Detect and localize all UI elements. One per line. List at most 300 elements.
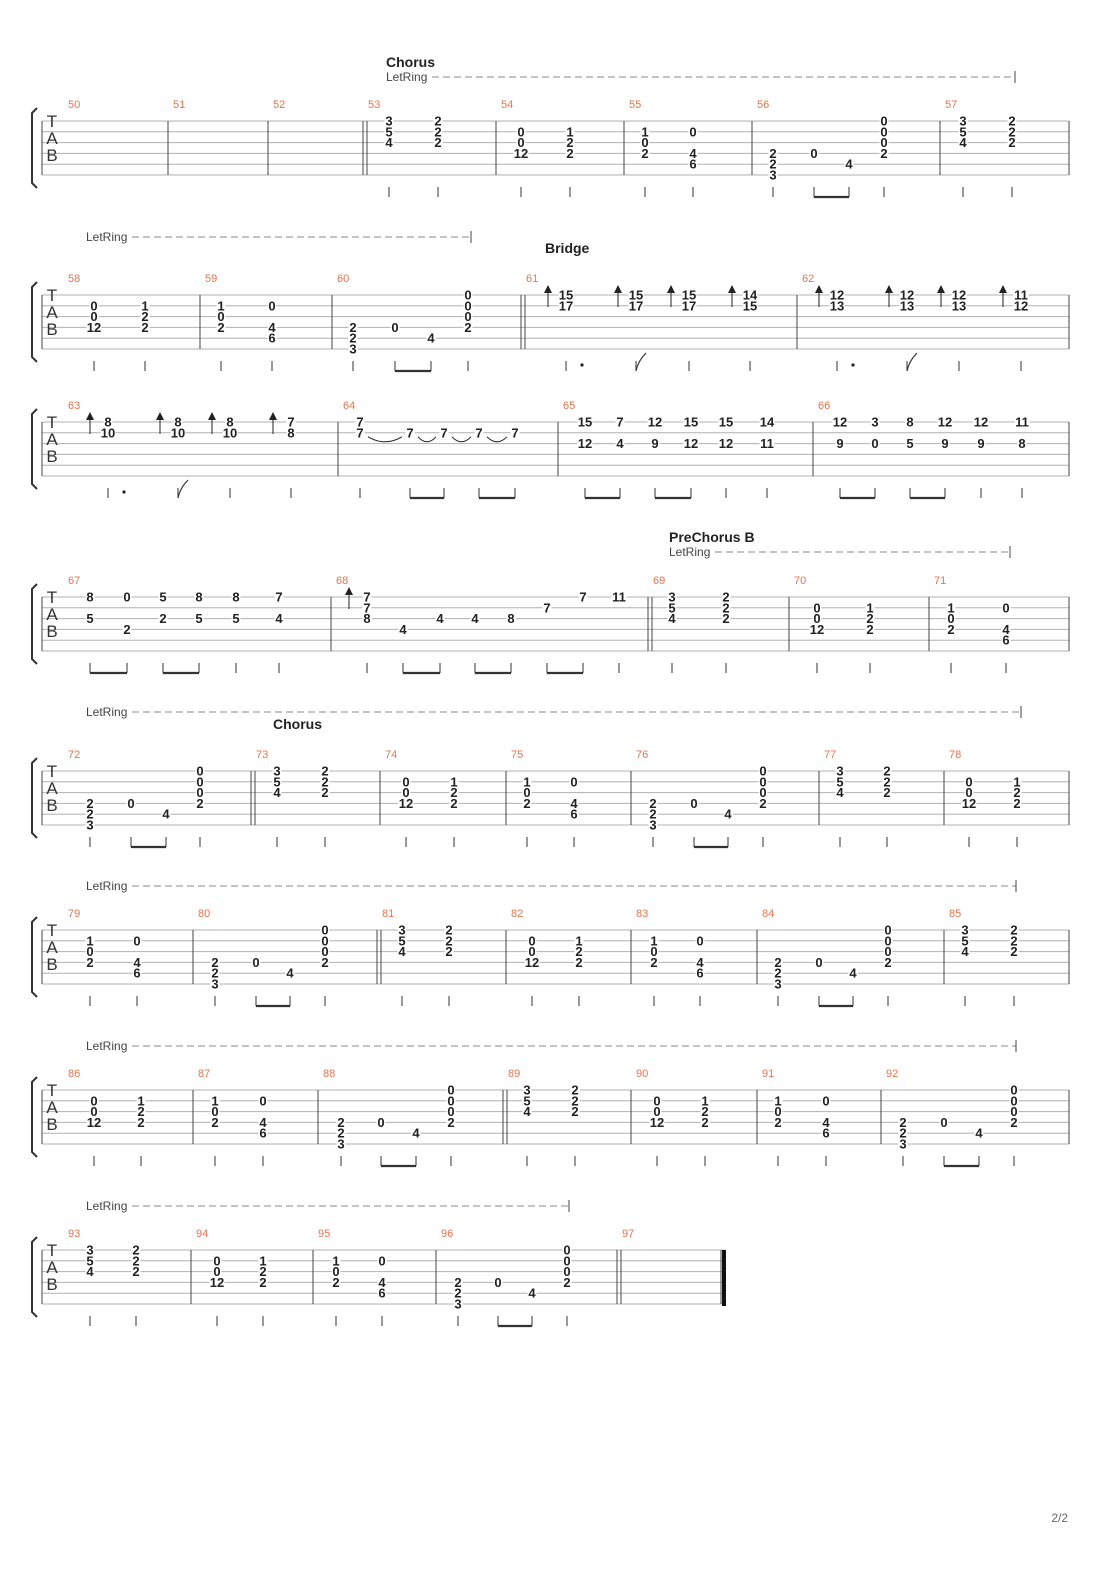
fret-number: 0 (464, 298, 472, 314)
section-label-prechorus_b: PreChorus B (669, 529, 755, 545)
fret-number: 4 (523, 1104, 531, 1120)
fret-number: 0 (759, 785, 767, 801)
fret-number: 0 (947, 611, 955, 627)
fret-number: 2 (86, 954, 94, 970)
fret-number: 2 (866, 611, 874, 627)
tab-clef-letter: T (46, 588, 58, 607)
fret-number: 0 (402, 774, 410, 790)
fret-number: 0 (563, 1264, 571, 1280)
fret-number: 0 (517, 124, 525, 140)
fret-number: 4 (399, 621, 407, 637)
tab-clef-letter: T (46, 112, 58, 131)
fret-number: 0 (259, 1093, 267, 1109)
tab-clef-letter: A (46, 1098, 58, 1117)
measure-number: 86 (68, 1068, 81, 1080)
fret-number: 0 (1010, 1093, 1018, 1109)
fret-number: 5 (195, 611, 203, 627)
fret-number: 2 (132, 1242, 140, 1258)
fret-number: 2 (332, 1274, 340, 1290)
fret-number: 4 (689, 145, 697, 161)
fret-number: 2 (1010, 1114, 1018, 1130)
fret-number: 8 (195, 589, 203, 605)
letring-label: LetRing (86, 1039, 128, 1053)
fret-number: 0 (127, 795, 135, 811)
measure-number: 76 (636, 749, 649, 761)
fret-number: 0 (650, 944, 658, 960)
fret-number: 2 (571, 1093, 579, 1109)
fret-number: 17 (628, 298, 644, 314)
fret-number: 2 (450, 785, 458, 801)
measure-number: 95 (318, 1228, 331, 1240)
measure-number: 63 (68, 400, 81, 412)
system-bracket (32, 758, 37, 838)
fret-number: 2 (454, 1285, 462, 1301)
fret-number: 2 (86, 795, 94, 811)
system-bracket (32, 1237, 37, 1317)
fret-number: 0 (1002, 600, 1010, 616)
fret-number: 0 (321, 933, 329, 949)
fret-number: 4 (275, 611, 283, 627)
fret-number: 2 (137, 1114, 145, 1130)
fret-number: 7 (356, 414, 364, 430)
fret-number: 12 (86, 319, 102, 335)
fret-number: 2 (899, 1114, 907, 1130)
fret-number: 2 (211, 1114, 219, 1130)
fret-number: 4 (398, 944, 406, 960)
fret-number: 2 (349, 330, 357, 346)
fret-number: 4 (436, 611, 444, 627)
fret-number: 6 (268, 330, 276, 346)
measure-number: 65 (563, 400, 576, 412)
fret-number: 5 (385, 124, 393, 140)
tab-clef-letter: A (46, 430, 58, 449)
measure-number: 61 (526, 273, 539, 285)
letring-label: LetRing (669, 545, 711, 559)
tab-clef-letter: T (46, 762, 58, 781)
fret-number: 12 (829, 287, 845, 303)
measure-number: 75 (511, 749, 524, 761)
section-label-chorus: Chorus (273, 716, 322, 732)
measure-number: 82 (511, 908, 524, 920)
fret-number: 2 (447, 1114, 455, 1130)
fret-number: 15 (628, 287, 644, 303)
fret-number: 6 (259, 1125, 267, 1141)
fret-number: 12 (832, 414, 848, 430)
measure-number: 66 (818, 400, 831, 412)
fret-number: 2 (450, 795, 458, 811)
fret-number: 1 (566, 124, 574, 140)
fret-number: 2 (566, 135, 574, 151)
fret-number: 2 (141, 309, 149, 325)
fret-number: 0 (813, 611, 821, 627)
measure-number: 53 (368, 99, 381, 111)
fret-number: 0 (321, 944, 329, 960)
fret-number: 5 (273, 774, 281, 790)
fret-number: 0 (563, 1253, 571, 1269)
fret-number: 9 (977, 436, 985, 452)
fret-number: 2 (259, 1264, 267, 1280)
fret-number: 4 (668, 611, 676, 627)
fret-number: 2 (701, 1114, 709, 1130)
tab-clef-letter: T (46, 286, 58, 305)
fret-number: 3 (649, 817, 657, 833)
measure-number: 59 (205, 273, 218, 285)
fret-number: 5 (159, 589, 167, 605)
fret-number: 0 (884, 933, 892, 949)
fret-number: 15 (683, 414, 699, 430)
fret-number: 0 (213, 1264, 221, 1280)
fret-number: 0 (822, 1093, 830, 1109)
fret-number: 2 (769, 145, 777, 161)
fret-number: 2 (141, 319, 149, 335)
fret-number: 2 (321, 774, 329, 790)
fret-number: 0 (689, 124, 697, 140)
fret-number: 2 (883, 774, 891, 790)
tab-clef-letter: B (46, 622, 58, 641)
staff-system (32, 584, 1069, 673)
fret-number: 0 (378, 1253, 386, 1269)
section-label-chorus: Chorus (386, 54, 435, 70)
measure-number: 85 (949, 908, 962, 920)
fret-number: 10 (170, 425, 186, 441)
fret-number: 15 (577, 414, 593, 430)
fret-number: 3 (523, 1082, 531, 1098)
fret-number: 3 (211, 976, 219, 992)
fret-number: 10 (100, 425, 116, 441)
fret-number: 8 (507, 611, 515, 627)
fret-number: 4 (273, 785, 281, 801)
rhythm-flag (178, 480, 188, 498)
fret-number: 17 (558, 298, 574, 314)
fret-number: 6 (570, 806, 578, 822)
fret-number: 2 (211, 965, 219, 981)
fret-number: 2 (321, 954, 329, 970)
fret-number: 3 (836, 763, 844, 779)
fret-number: 4 (959, 135, 967, 151)
tab-clef-letter: B (46, 447, 58, 466)
fret-number: 2 (1010, 944, 1018, 960)
fret-number: 0 (86, 944, 94, 960)
bend-arrow-icon (156, 412, 164, 420)
measure-number: 52 (273, 99, 286, 111)
fret-number: 2 (434, 124, 442, 140)
fret-number: 0 (563, 1242, 571, 1258)
fret-number: 0 (447, 1104, 455, 1120)
fret-number: 4 (471, 611, 479, 627)
tab-clef-letter: T (46, 921, 58, 940)
system-bracket (32, 282, 37, 362)
fret-number: 2 (650, 954, 658, 970)
fret-number: 2 (722, 589, 730, 605)
measure-number: 64 (343, 400, 356, 412)
measure-number: 73 (256, 749, 269, 761)
fret-number: 0 (90, 298, 98, 314)
fret-number: 17 (681, 298, 697, 314)
fret-number: 2 (259, 1274, 267, 1290)
fret-number: 4 (961, 944, 969, 960)
fret-number: 2 (349, 319, 357, 335)
measure-number: 83 (636, 908, 649, 920)
measure-number: 60 (337, 273, 350, 285)
measure-number: 69 (653, 575, 666, 587)
fret-number: 0 (217, 309, 225, 325)
fret-number: 4 (724, 806, 732, 822)
fret-number: 5 (232, 611, 240, 627)
fret-number: 12 (1013, 298, 1029, 314)
tie-arc (418, 437, 436, 442)
fret-number: 0 (528, 944, 536, 960)
fret-number: 0 (494, 1274, 502, 1290)
fret-number: 4 (696, 954, 704, 970)
fret-number: 4 (385, 135, 393, 151)
fret-number: 9 (941, 436, 949, 452)
fret-number: 3 (961, 922, 969, 938)
fret-number: 7 (356, 425, 364, 441)
fret-number: 10 (222, 425, 238, 441)
measure-number: 94 (196, 1228, 209, 1240)
fret-number: 1 (701, 1093, 709, 1109)
fret-number: 2 (649, 795, 657, 811)
fret-number: 7 (511, 425, 519, 441)
fret-number: 8 (86, 589, 94, 605)
fret-number: 0 (517, 135, 525, 151)
fret-number: 2 (701, 1104, 709, 1120)
measure-number: 93 (68, 1228, 81, 1240)
tab-clef-letter: T (46, 1081, 58, 1100)
fret-number: 2 (649, 806, 657, 822)
system-bracket (32, 1077, 37, 1157)
fret-number: 8 (174, 414, 182, 430)
bend-arrow-icon (614, 285, 622, 293)
fret-number: 1 (523, 774, 531, 790)
measure-number: 51 (173, 99, 186, 111)
fret-number: 1 (866, 600, 874, 616)
fret-number: 4 (528, 1285, 536, 1301)
fret-number: 2 (337, 1114, 345, 1130)
fret-number: 2 (774, 965, 782, 981)
fret-number: 12 (649, 1114, 665, 1130)
tab-clef-letter: B (46, 796, 58, 815)
fret-number: 7 (579, 589, 587, 605)
fret-number: 2 (123, 621, 131, 637)
rhythm-flag (636, 353, 646, 371)
fret-number: 5 (86, 611, 94, 627)
fret-number: 1 (1013, 774, 1021, 790)
measure-number: 54 (501, 99, 514, 111)
fret-number: 2 (434, 113, 442, 129)
fret-number: 0 (696, 933, 704, 949)
fret-number: 12 (973, 414, 989, 430)
fret-number: 1 (137, 1093, 145, 1109)
fret-number: 0 (880, 135, 888, 151)
measure-number: 58 (68, 273, 81, 285)
fret-number: 7 (363, 589, 371, 605)
fret-number: 13 (829, 298, 845, 314)
measure-number: 91 (762, 1068, 775, 1080)
bend-arrow-icon (937, 285, 945, 293)
fret-number: 6 (696, 965, 704, 981)
fret-number: 5 (668, 600, 676, 616)
fret-number: 0 (391, 319, 399, 335)
fret-number: 2 (454, 1274, 462, 1290)
measure-number: 72 (68, 749, 81, 761)
fret-number: 6 (1002, 632, 1010, 648)
fret-number: 14 (759, 414, 775, 430)
fret-number: 5 (959, 124, 967, 140)
fret-number: 2 (1013, 795, 1021, 811)
bend-arrow-icon (728, 285, 736, 293)
fret-number: 2 (899, 1125, 907, 1141)
measure-number: 50 (68, 99, 81, 111)
fret-number: 0 (880, 124, 888, 140)
fret-number: 0 (402, 785, 410, 801)
fret-number: 4 (412, 1125, 420, 1141)
bend-arrow-icon (667, 285, 675, 293)
measure-number: 71 (934, 575, 947, 587)
fret-number: 0 (252, 954, 260, 970)
fret-number: 7 (440, 425, 448, 441)
fret-number: 2 (211, 954, 219, 970)
fret-number: 8 (906, 414, 914, 430)
fret-number: 4 (616, 436, 624, 452)
fret-number: 2 (774, 1114, 782, 1130)
fret-number: 2 (217, 319, 225, 335)
fret-number: 0 (759, 763, 767, 779)
fret-number: 12 (937, 414, 953, 430)
fret-number: 9 (836, 436, 844, 452)
fret-number: 4 (268, 319, 276, 335)
bend-arrow-icon (269, 412, 277, 420)
fret-number: 3 (774, 976, 782, 992)
rhythm-dot (580, 363, 583, 366)
fret-number: 8 (232, 589, 240, 605)
fret-number: 2 (722, 600, 730, 616)
measure-number: 62 (802, 273, 815, 285)
fret-number: 0 (464, 309, 472, 325)
fret-number: 2 (1008, 113, 1016, 129)
tab-clef-letter: A (46, 1258, 58, 1277)
fret-number: 2 (571, 1082, 579, 1098)
section-label-bridge: Bridge (545, 240, 590, 256)
fret-number: 12 (961, 795, 977, 811)
fret-number: 7 (616, 414, 624, 430)
fret-number: 7 (363, 600, 371, 616)
fret-number: 4 (86, 1264, 94, 1280)
fret-number: 2 (566, 145, 574, 161)
fret-number: 2 (1010, 933, 1018, 949)
fret-number: 0 (464, 287, 472, 303)
fret-number: 7 (543, 600, 551, 616)
fret-number: 0 (774, 1104, 782, 1120)
fret-number: 1 (575, 933, 583, 949)
fret-number: 2 (1008, 135, 1016, 151)
fret-number: 4 (162, 806, 170, 822)
fret-number: 0 (321, 922, 329, 938)
system-bracket (32, 917, 37, 997)
measure-number: 90 (636, 1068, 649, 1080)
tab-clef-letter: A (46, 129, 58, 148)
fret-number: 15 (558, 287, 574, 303)
fret-number: 2 (641, 145, 649, 161)
fret-number: 0 (813, 600, 821, 616)
fret-number: 2 (769, 156, 777, 172)
fret-number: 2 (575, 954, 583, 970)
fret-number: 8 (104, 414, 112, 430)
fret-number: 6 (822, 1125, 830, 1141)
measure-number: 57 (945, 99, 958, 111)
tab-clef-letter: B (46, 1275, 58, 1294)
fret-number: 0 (641, 135, 649, 151)
fret-number: 4 (378, 1274, 386, 1290)
fret-number: 1 (211, 1093, 219, 1109)
fret-number: 0 (90, 1093, 98, 1109)
fret-number: 11 (1015, 414, 1029, 430)
fret-number: 1 (641, 124, 649, 140)
fret-number: 13 (899, 298, 915, 314)
fret-number: 4 (259, 1114, 267, 1130)
fret-number: 15 (742, 298, 758, 314)
fret-number: 2 (1010, 922, 1018, 938)
fret-number: 0 (810, 145, 818, 161)
measure-number: 55 (629, 99, 642, 111)
fret-number: 7 (275, 589, 283, 605)
fret-number: 3 (899, 1136, 907, 1152)
fret-number: 3 (769, 167, 777, 183)
bend-arrow-icon (544, 285, 552, 293)
measure-number: 78 (949, 749, 962, 761)
staff-system (32, 108, 1069, 197)
fret-number: 2 (445, 944, 453, 960)
fret-number: 2 (1008, 124, 1016, 140)
fret-number: 2 (759, 795, 767, 811)
fret-number: 1 (217, 298, 225, 314)
fret-number: 3 (385, 113, 393, 129)
fret-number: 2 (571, 1104, 579, 1120)
fret-number: 0 (570, 774, 578, 790)
fret-number: 0 (528, 933, 536, 949)
rhythm-flag (907, 353, 917, 371)
fret-number: 1 (141, 298, 149, 314)
fret-number: 4 (849, 965, 857, 981)
fret-number: 11 (1014, 287, 1028, 303)
fret-number: 2 (563, 1274, 571, 1290)
fret-number: 6 (133, 965, 141, 981)
tab-clef-letter: T (46, 413, 58, 432)
fret-number: 3 (454, 1296, 462, 1312)
fret-number: 12 (899, 287, 915, 303)
fret-number: 15 (681, 287, 697, 303)
fret-number: 12 (209, 1274, 225, 1290)
fret-number: 2 (464, 319, 472, 335)
fret-number: 0 (653, 1093, 661, 1109)
fret-number: 2 (196, 795, 204, 811)
fret-number: 4 (427, 330, 435, 346)
fret-number: 0 (213, 1253, 221, 1269)
fret-number: 12 (513, 145, 529, 161)
fret-number: 5 (523, 1093, 531, 1109)
staff-system (32, 1077, 1069, 1166)
fret-number: 5 (398, 933, 406, 949)
tab-clef-letter: A (46, 779, 58, 798)
fret-number: 2 (883, 785, 891, 801)
fret-number: 4 (570, 795, 578, 811)
fret-number: 1 (774, 1093, 782, 1109)
measure-number: 81 (382, 908, 395, 920)
fret-number: 4 (822, 1114, 830, 1130)
fret-number: 12 (398, 795, 414, 811)
letring-label: LetRing (86, 230, 128, 244)
fret-number: 12 (647, 414, 663, 430)
